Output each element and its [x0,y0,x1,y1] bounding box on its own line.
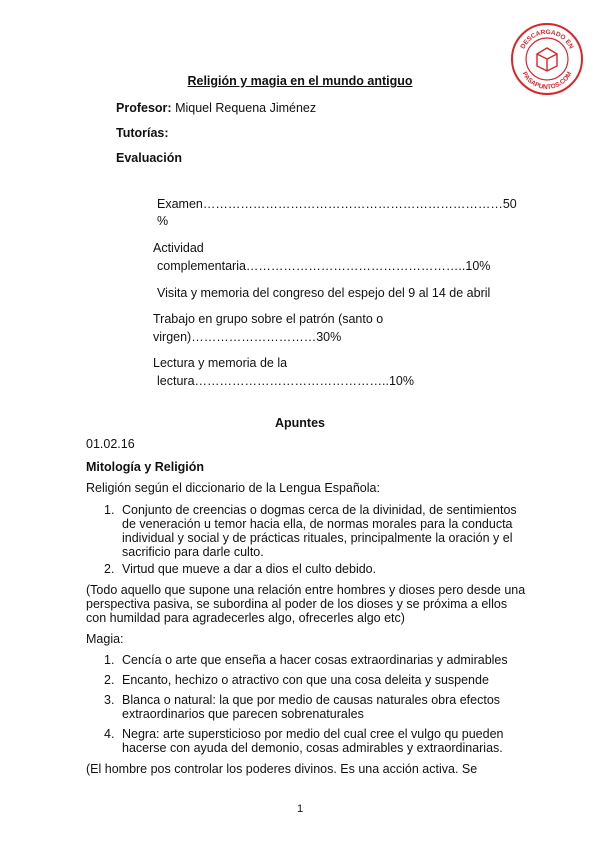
eval-trabajo-line1: Trabajo en grupo sobre el patrón (santo o [153,312,384,326]
list-number: 2. [104,562,115,576]
list-item-line: Virtud que mueve a dar a dios el culto debido. [122,562,377,576]
list-number: 3. [104,693,115,707]
note-line: (Todo aquello que supone una relación entre hombres y dioses pero desde una [86,583,526,597]
note-line: con humildad para agradecerles algo, ofrecerles algo etc) [86,611,405,625]
list-item-line: Conjunto de creencias o dogmas cerca de la divinidad, de sentimientos [122,503,517,517]
list-item-line: sacrificio para darle culto. [122,545,264,559]
document-title: Religión y magia en el mundo antiguo [187,74,413,88]
date: 01.02.16 [86,437,135,451]
box-icon [537,48,557,71]
eval-lectura-line2: lectura………………………………………..10% [157,374,414,388]
list-item-line: extraordinarios que parecen sobrenaturales [122,707,364,721]
profesor-name: Miquel Requena Jiménez [175,101,317,115]
list-item-line: Encanto, hechizo o atractivo con que una cosa deleita y suspende [122,673,489,687]
list-number: 2. [104,673,115,687]
eval-lectura-line1: Lectura y memoria de la [153,356,288,370]
intro-text: Religión según el diccionario de la Lengua Española: [86,481,380,495]
tutorias-label: Tutorías: [116,126,169,140]
apuntes-heading: Apuntes [275,416,325,430]
list-number: 1. [104,503,115,517]
eval-actividad-line2: complementaria……………………………………………..10% [157,259,491,273]
svg-text:DESCARGADO EN: DESCARGADO EN [519,28,575,51]
eval-actividad-line1: Actividad [153,241,204,255]
list-item-line: Negra: arte supersticioso por medio del cual cree el vulgo qu pueden [122,727,504,741]
profesor-label: Profesor: [116,101,172,115]
list-number: 4. [104,727,115,741]
list-item-line: Cencía o arte que enseña a hacer cosas extraordinarias y admirables [122,653,508,667]
magia-label: Magia: [86,632,124,646]
eval-trabajo-line2: virgen)…………………………30% [153,330,342,344]
evaluacion-label: Evaluación [116,151,182,165]
section-heading: Mitología y Religión [86,460,205,474]
note-line: perspectiva pasiva, se subordina al poder de los dioses y se próxima a ellos [86,597,508,611]
list-item-line: de veneración u temor hacia ella, de normas morales para la conducta [122,517,513,531]
page-number: 1 [296,803,304,815]
eval-examen-line2: % [157,214,169,228]
profesor-line [116,101,316,115]
list-item-line: individual y social y de prácticas rituales, principalmente la oración y el [122,531,513,545]
eval-visita: Visita y memoria del congreso del espejo del 9 al 14 de abril [157,286,491,300]
list-number: 1. [104,653,115,667]
svg-text:PASAPUNTOS.COM: PASAPUNTOS.COM [520,70,574,92]
closing-line: (El hombre pos controlar los poderes divinos. Es una acción activa. Se [86,762,478,776]
list-item-line: hacerse con ayuda del demonio, cosas admirables y extraordinarias. [122,741,503,755]
list-item-line: Blanca o natural: la que por medio de causas naturales obra efectos [122,693,501,707]
eval-examen-line1: Examen………………………………………………………………50 [157,197,517,211]
